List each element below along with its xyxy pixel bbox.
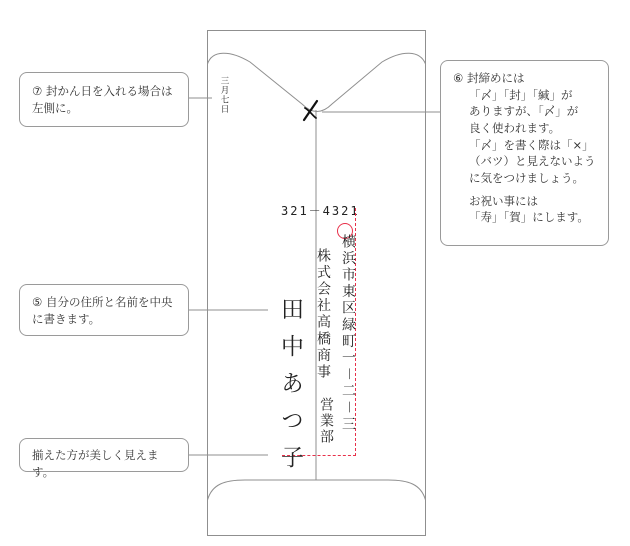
closure-line-2: 「〆」「封」「緘」が [469, 87, 573, 102]
callout-alignment-text: 揃えた方が美しく見えます。 [32, 448, 159, 479]
closure-line-1: ⑥ 封締めには [453, 71, 525, 85]
closure-line-6: （バツ）と見えないよう [469, 154, 596, 169]
postal-code: 321－4321 [281, 204, 360, 218]
closure-line-5: 「〆」を書く際は「×」 [469, 137, 594, 152]
closure-mark-icon [299, 96, 325, 122]
callout-seal-date-text: ⑦ 封かん日を入れる場合は 左側に。 [32, 84, 173, 115]
callout-closure-mark [440, 60, 609, 246]
closure-line-8: お祝い事には [469, 193, 538, 208]
callout-center-address-text: ⑤ 自分の住所と名前を中央 に書きます。 [32, 295, 173, 326]
sender-address: 横浜市東区緑町一－二－三 [340, 234, 356, 434]
sender-department: 営業部 [318, 397, 334, 445]
closure-line-3: ありますが、「〆」が [469, 104, 579, 119]
closure-line-4: 良く使われます。 [469, 121, 561, 136]
sender-company: 株式会社高橋商事 [315, 248, 331, 381]
callout-center-address [19, 284, 189, 336]
callout-alignment [19, 438, 189, 479]
sender-name: 田中あつ子 [277, 297, 303, 482]
closure-line-9: 「寿」「賀」にします。 [469, 210, 589, 225]
seal-date-text: 三月七日 [219, 76, 229, 114]
callout-seal-date [19, 72, 189, 127]
closure-line-7: に気をつけましょう。 [469, 171, 584, 186]
